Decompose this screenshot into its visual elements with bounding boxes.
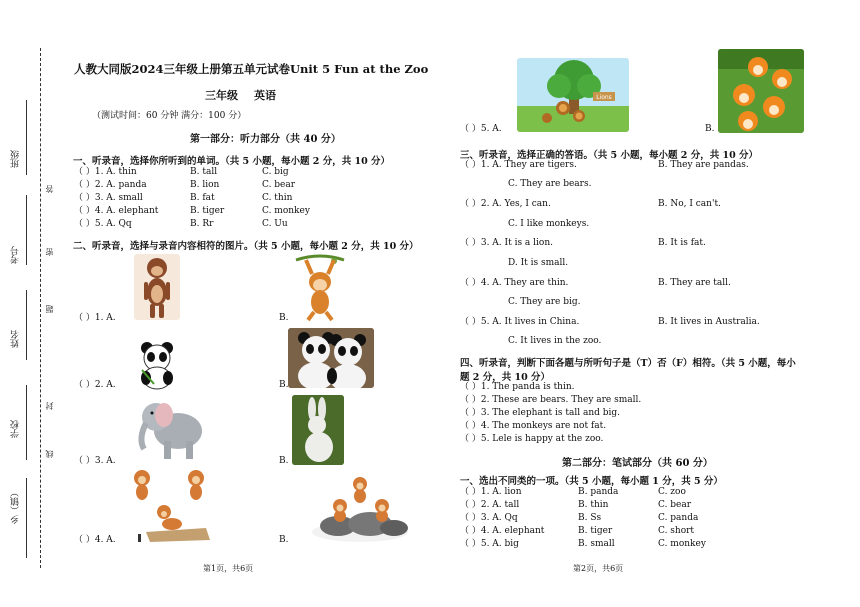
part1-title: 第一部分：听力部分（共 40 分） [190,134,341,145]
option-b: B. They are pandas. [658,160,749,170]
grade-subject [205,87,276,103]
seal-char: 题 [45,305,54,313]
option-b: B. It lives in Australia. [658,317,760,327]
lions-under-tree-image [517,58,629,132]
option-b: B. No, I can't. [658,199,721,209]
seal-char: 封 [45,402,54,410]
tigers-image [718,49,804,133]
question-text: （ ）3. A. [74,456,116,466]
seal-char: 答 [45,185,54,193]
question-text: （ ）1. A. [74,313,116,323]
question-text: （ ）1. A. lion [460,487,522,497]
option-c: C. bear [262,180,296,190]
option-b: B. [279,456,289,466]
option-b: B. Ss [578,513,602,523]
exam-info: （测试时间：60 分钟 满分：100 分） [92,111,247,121]
option-c: C. panda [658,513,699,523]
label-school: 学校 [11,420,21,438]
label-class: 班级 [11,150,21,168]
option-c: C. short [658,526,695,536]
field-line-class [26,100,27,175]
question-text: （ ）4. A. elephant [74,206,159,216]
question-text: （ ）1. A. They are tigers. [460,160,577,170]
option-b: B. They are tall. [658,278,731,288]
exam-title: 人教大同版2024三年级上册第五单元试卷Unit 5 Fun at the Zoo [74,62,429,76]
option-b: B. Rr [190,219,214,229]
option-b: B. panda [578,487,619,497]
monkeys-playing-image [128,468,214,544]
option-c: C. monkey [658,539,706,549]
part2-title: 第二部分：笔试部分（共 60 分） [562,458,713,469]
question-text: （ ）2. A. panda [74,180,147,190]
section3-title: 三、听录音，选择正确的答语。（共 5 小题，每小题 2 分，共 10 分） [460,150,759,161]
option-c: C. Uu [262,219,288,229]
option-c: C. monkey [262,206,310,216]
option-b: B. [279,380,289,390]
field-line-name [26,290,27,360]
option-c: C. They are bears. [508,179,592,189]
section2-title: 二、听录音，选择与录音内容相符的图片。（共 5 小题，每小题 2 分，共 10 分） [73,241,419,252]
question-text: （ ）4. A. [74,535,116,545]
section4-title: 四、听录音，判断下面各题与所听句子是（T）否（F）相符。（共 5 小题，每小 [460,358,796,369]
option-b: B. thin [578,500,609,510]
question-text: （ ）3. A. Qq [460,513,518,523]
part2-section1-title: 一、选出不同类的一项。（共 5 小题，每小题 1 分，共 5 分） [460,476,723,487]
field-line-school [26,385,27,460]
option-b: B. It is fat. [658,238,706,248]
section4-title-cont: 题 2 分，共 10 分） [460,372,551,383]
monkeys-on-rocks-image [310,476,410,542]
grade: 三年级 [205,89,238,102]
question-text: （ ）2. A. tall [460,500,520,510]
option-c: C. They are big. [508,297,581,307]
field-line-number [26,195,27,265]
option-b: B. [279,535,289,545]
option-b: B. lion [190,180,220,190]
question-text: （ ）5. A. Qq [74,219,132,229]
option-b: B. tiger [578,526,613,536]
option-c: D. It is small. [508,258,569,268]
field-line-town [26,478,27,558]
option-b: B. tiger [190,206,225,216]
option-b: B. [279,313,289,323]
question-text: （ ）5. A. big [460,539,519,549]
option-c: C. big [262,167,289,177]
panda-eating-image [134,340,180,390]
option-c: C. It lives in the zoo. [508,336,602,346]
question-text: （ ）4. The monkeys are not fat. [460,421,607,431]
monkey-hanging-image [294,252,346,322]
option-b: B. tall [190,167,218,177]
seal-char: 密 [45,248,54,256]
label-town: 乡（镇） [11,488,21,524]
question-text: （ ）1. The panda is thin. [460,382,575,392]
option-b: B. [705,124,715,134]
option-b: B. small [578,539,615,549]
elephant-image [134,395,206,463]
question-text: （ ）4. A. elephant [460,526,545,536]
lions-sign-text: Lions [596,94,612,101]
question-text: （ ）5. A. [460,124,502,134]
option-c: C. bear [658,500,692,510]
rabbit-image [292,395,344,465]
question-text: （ ）3. A. It is a lion. [460,238,553,248]
seal-char: 线 [45,450,54,458]
option-c: C. thin [262,193,293,203]
question-text: （ ）5. Lele is happy at the zoo. [460,434,604,444]
question-text: （ ）2. A. [74,380,116,390]
question-text: （ ）1. A. thin [74,167,137,177]
question-text: （ ）3. The elephant is tall and big. [460,408,621,418]
option-b: B. fat [190,193,215,203]
question-text: （ ）4. A. They are thin. [460,278,569,288]
label-exam-number: 考号 [11,246,21,264]
question-text: （ ）3. A. small [74,193,143,203]
question-text: （ ）2. A. Yes, I can. [460,199,551,209]
option-c: C. zoo [658,487,686,497]
dashed-cut-line [40,48,41,568]
section1-title: 一、听录音，选择你所听到的单词。（共 5 小题，每小题 2 分，共 10 分） [73,156,391,167]
subject: 英语 [254,89,276,102]
page-number-2: 第2页，共6页 [573,564,624,573]
question-text: （ ）2. These are bears. They are small. [460,395,642,405]
question-text: （ ）5. A. It lives in China. [460,317,580,327]
label-name: 姓名 [11,330,21,348]
monkey-standing-image [134,254,180,320]
page-number-1: 第1页，共6页 [203,564,254,573]
option-c: C. I like monkeys. [508,219,590,229]
two-pandas-image [288,328,374,388]
